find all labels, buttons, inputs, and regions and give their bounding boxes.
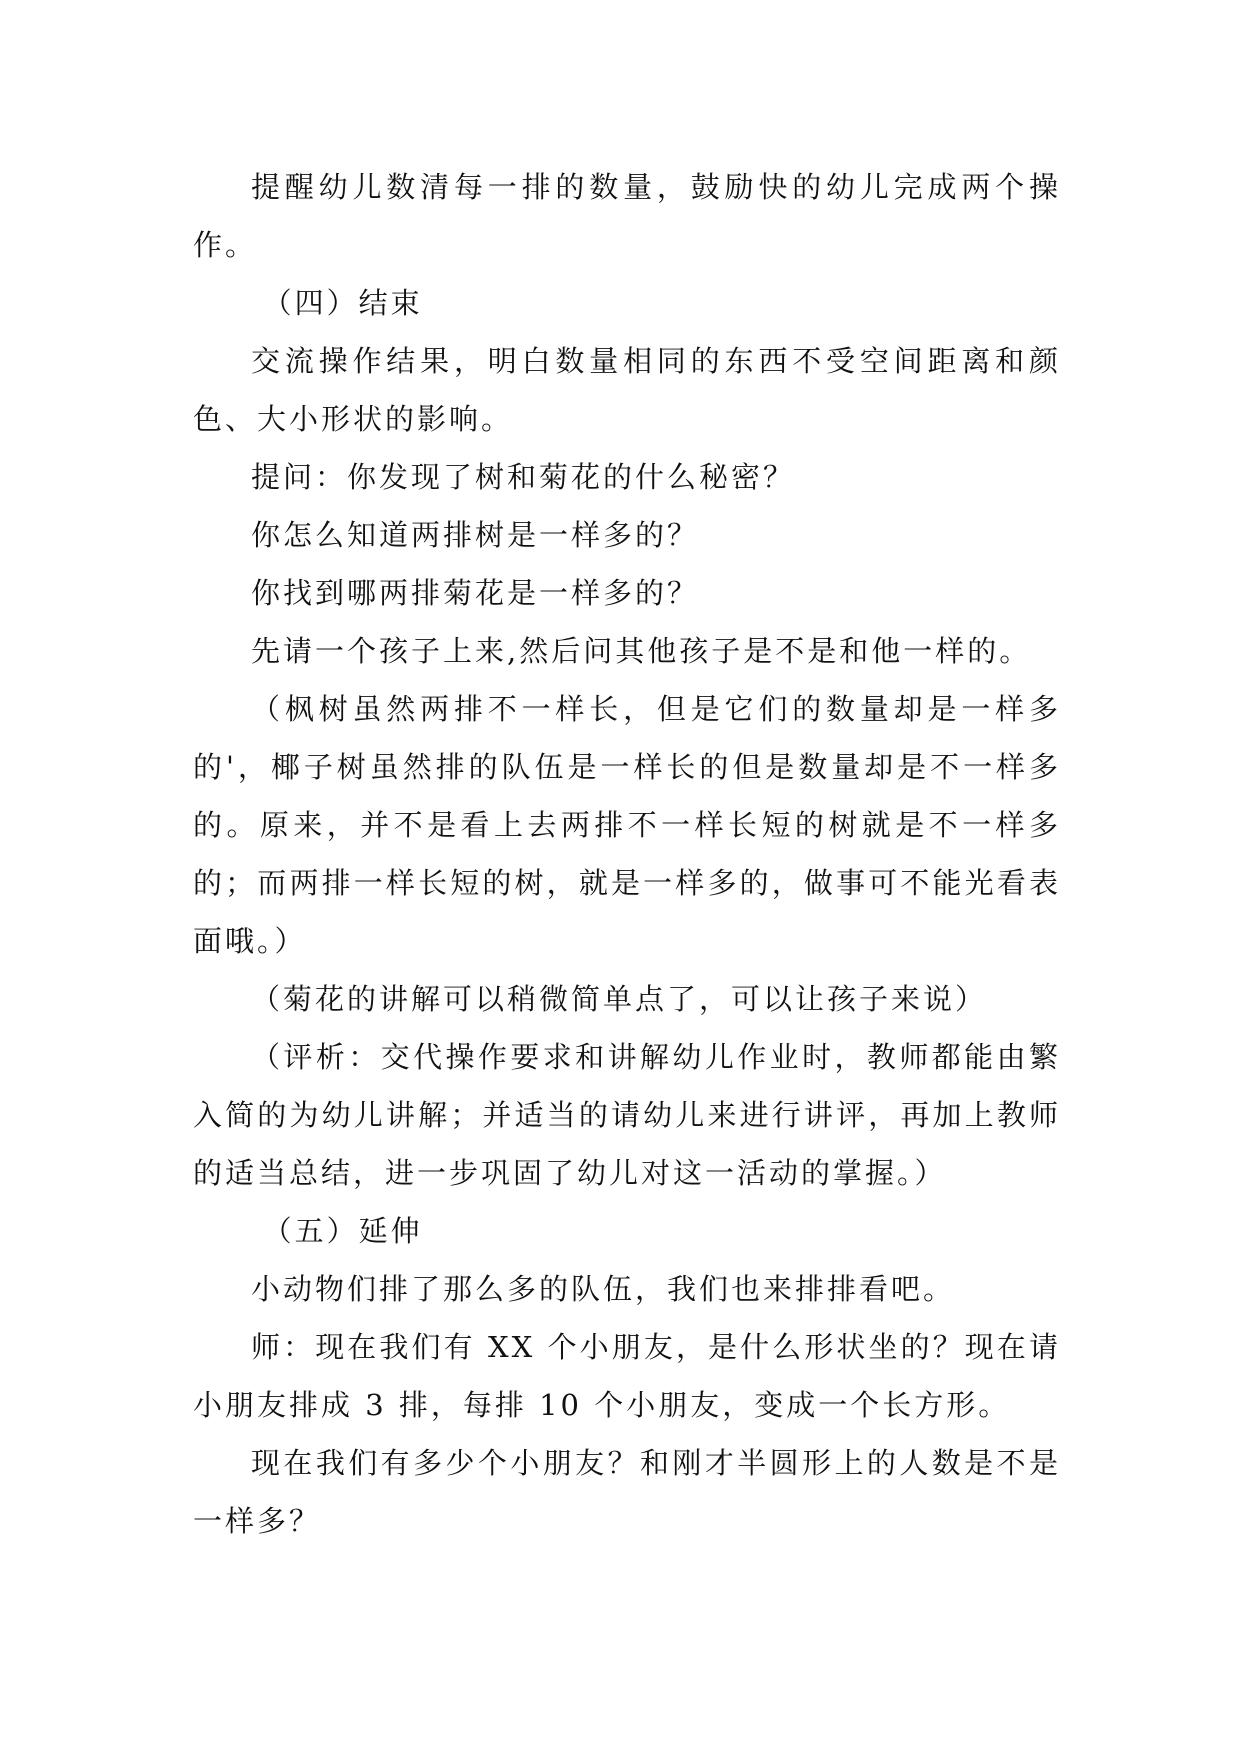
paragraph-question-secret: 提问：你发现了树和菊花的什么秘密？ — [251, 460, 796, 494]
document-body — [193, 158, 1061, 1550]
section-heading-ending: （四）结束 — [262, 286, 423, 320]
paragraph-line-up: 小动物们排了那么多的队伍，我们也来排排看吧。 — [251, 1272, 956, 1306]
paragraph-reminder: 提醒幼儿数清每一排的数量，鼓励快的幼儿完成两个操作。 — [193, 170, 1061, 262]
paragraph-exchange-results: 交流操作结果，明白数量相同的东西不受空间距离和颜色、大小形状的影响。 — [193, 344, 1061, 436]
paragraph-question-trees: 你怎么知道两排树是一样多的？ — [251, 518, 700, 552]
paragraph-question-flowers: 你找到哪两排菊花是一样多的？ — [251, 576, 700, 610]
section-heading-extension: （五）延伸 — [262, 1214, 423, 1248]
paragraph-teacher-instruction: 师：现在我们有 XX 个小朋友，是什么形状坐的？现在请小朋友排成 3 排，每排 10 个小朋友，变成一个长方形。 — [193, 1330, 1061, 1422]
paragraph-invite-child: 先请一个孩子上来,然后问其他孩子是不是和他一样的。 — [251, 634, 1032, 668]
paragraph-flower-note: （菊花的讲解可以稍微简单点了，可以让孩子来说） — [251, 982, 988, 1016]
paragraph-commentary: （评析：交代操作要求和讲解幼儿作业时，教师都能由繁入简的为幼儿讲解；并适当的请幼儿来进行讲评，再加上教师的适当总结，进一步巩固了幼儿对这一活动的掌握。） — [193, 1040, 1061, 1190]
paragraph-maple-explanation: （枫树虽然两排不一样长，但是它们的数量却是一样多的'，椰子树虽然排的队伍是一样长的但是数量却是不一样多的。原来，并不是看上去两排不一样长短的树就是不一样多的；而两排一样长短的树，就是一样多的，做事可不能光看表面哦。） — [193, 692, 1061, 958]
paragraph-final-question: 现在我们有多少个小朋友？和刚才半圆形上的人数是不是一样多？ — [193, 1446, 1061, 1538]
